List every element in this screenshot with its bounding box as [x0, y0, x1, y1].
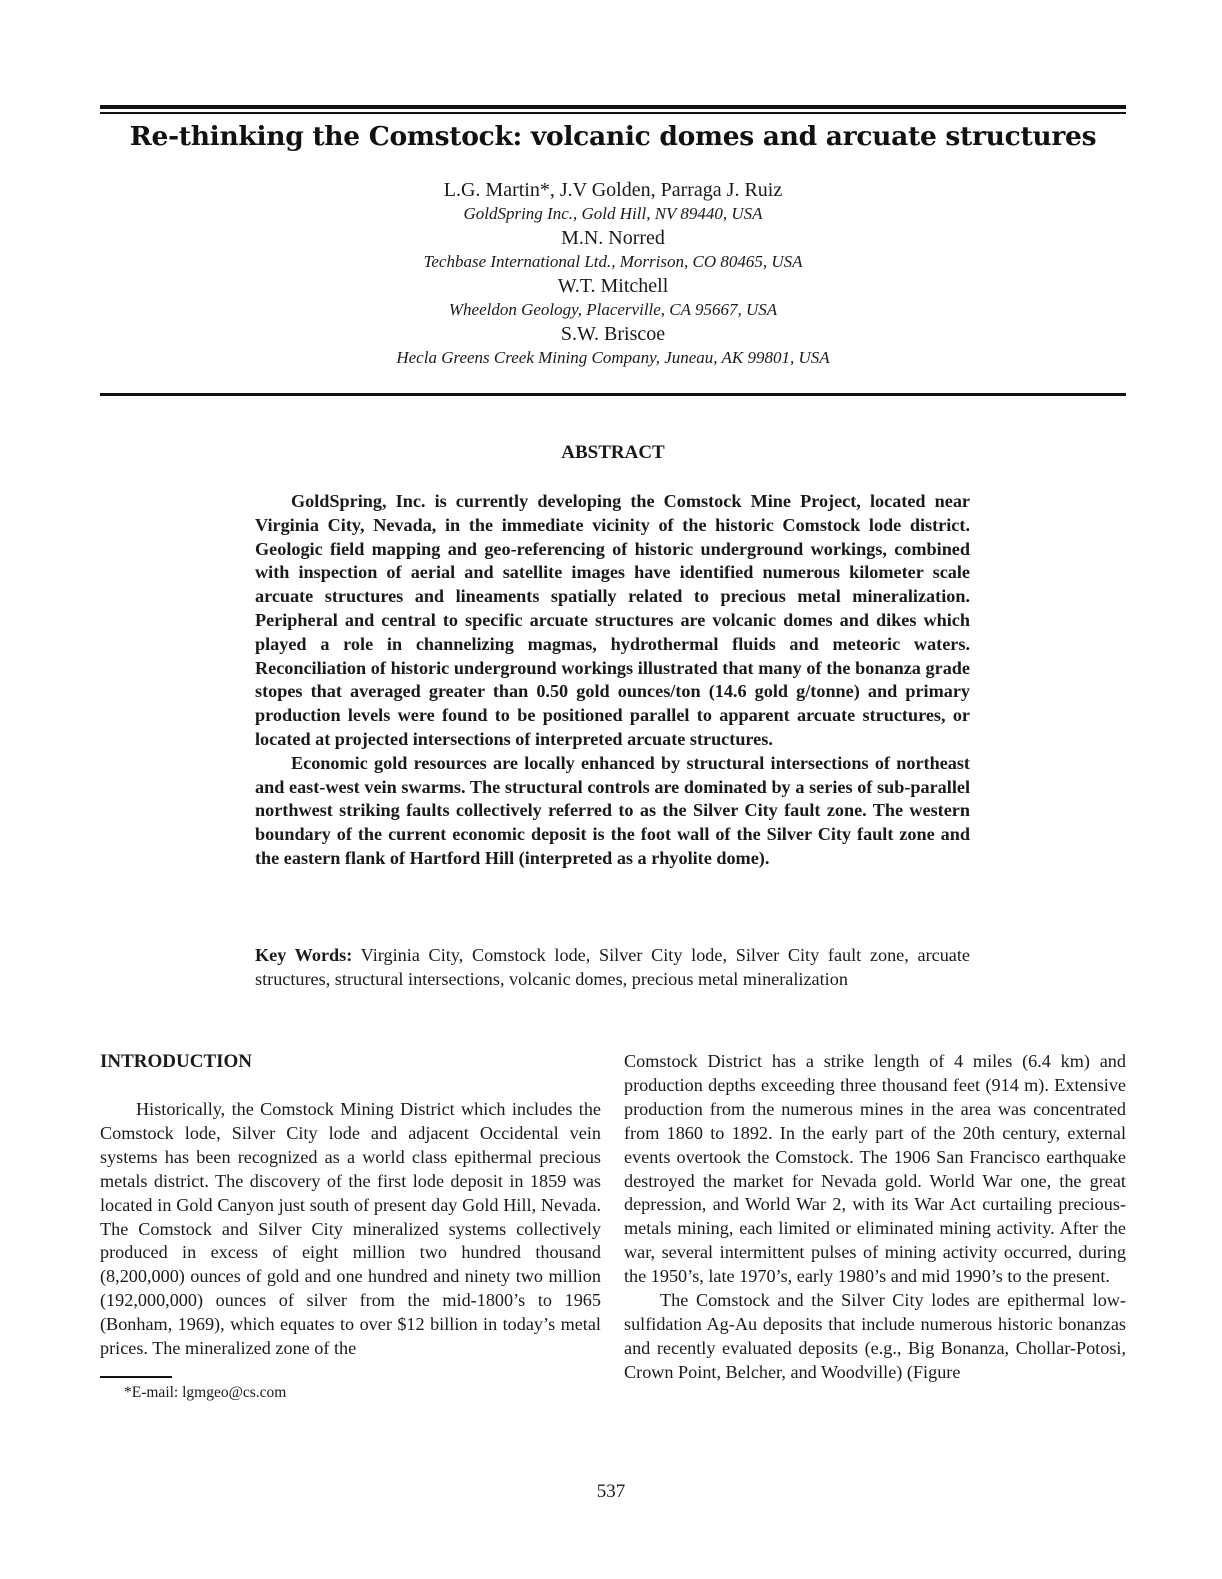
- body-paragraph: The Comstock and the Silver City lodes are epithermal low-sulfidation Ag-Au deposits that include numerous historic bonanzas and recently evaluated deposits (e.g., Big Bonanza, Chollar-Potosi, Crown Point, Belcher, and Woodville) (Figure: [624, 1290, 1126, 1382]
- footnote: *E-mail: lgmgeo@cs.com: [124, 1384, 287, 1401]
- author-names: M.N. Norred: [561, 227, 665, 249]
- paper-title: Re-thinking the Comstock: volcanic domes and arcuate structures: [129, 121, 1097, 152]
- section-divider: [100, 393, 1126, 396]
- keywords: [255, 943, 970, 991]
- author-affiliation: Techbase International Ltd., Morrison, CO 80465, USA: [423, 252, 803, 271]
- author-names: L.G. Martin*, J.V Golden, Parraga J. Ruiz: [443, 179, 783, 201]
- keywords-text: Virginia City, Comstock lode, Silver City lode, Silver City fault zone, arcuate structures, structural intersections, volcanic domes, precious metal mineralization: [255, 945, 970, 989]
- author-affiliation: Hecla Greens Creek Mining Company, Juneau, AK 99801, USA: [396, 348, 830, 367]
- page-number: 537: [596, 1481, 626, 1502]
- body-paragraph: Historically, the Comstock Mining District which includes the Comstock lode, Silver City lode and adjacent Occidental vein systems has been recognized as a world class epithermal precious metals district. The discovery of the first lode deposit in 1859 was located in Gold Canyon just south of present day Gold Hill, Nevada. The Comstock and Silver City mineralized systems collectively produced in excess of eight million two hundred thousand (8,200,000) ounces of gold and one hundred and ninety two million (192,000,000) ounces of silver from the mid-1800’s to 1965 (Bonham, 1969), which equates to over $12 billion in today’s metal prices. The mineralized zone of the: [100, 1099, 601, 1359]
- section-heading: INTRODUCTION: [100, 1051, 253, 1072]
- author-block: [100, 178, 1126, 370]
- footnote-rule: [100, 1376, 172, 1378]
- abstract-paragraph: Economic gold resources are locally enhanced by structural intersections of northeast and east-west vein swarms. The structural controls are dominated by a series of sub-parallel northwest striking faults collectively referred to as the Silver City fault zone. The western boundary of the current economic deposit is the foot wall of the Silver City fault zone and the eastern flank of Hartford Hill (interpreted as a rhyolite dome).: [255, 752, 970, 868]
- left-column: [100, 1050, 601, 1361]
- author-names: S.W. Briscoe: [560, 323, 666, 345]
- right-column: [624, 1050, 1126, 1385]
- abstract-paragraph: GoldSpring, Inc. is currently developing the Comstock Mine Project, located near Virginia City, Nevada, in the immediate vicinity of the historic Comstock lode district. Geologic field mapping and geo-referencing of historic underground workings, combined with inspection of aerial and satellite images have identified numerous kilometer scale arcuate structures and lineaments spatially related to precious metal mineralization. Peripheral and central to specific arcuate structures are volcanic domes and dikes which played a role in channelizing magmas, hydrothermal fluids and meteoric waters. Reconciliation of historic underground workings illustrated that many of the bonanza grade stopes that averaged greater than 0.50 gold ounces/ton (14.6 gold g/tonne) and primary production levels were found to be positioned parallel to apparent arcuate structures, or located at projected intersections of interpreted arcuate structures.: [255, 491, 970, 749]
- abstract-heading: ABSTRACT: [561, 442, 665, 463]
- abstract-body: [255, 490, 970, 871]
- author-affiliation: GoldSpring Inc., Gold Hill, NV 89440, USA: [463, 204, 763, 223]
- author-names: W.T. Mitchell: [557, 275, 669, 297]
- author-affiliation: Wheeldon Geology, Placerville, CA 95667, USA: [448, 300, 778, 319]
- body-paragraph: Comstock District has a strike length of 4 miles (6.4 km) and production depths exceeding three thousand feet (914 m). Extensive production from the numerous mines in the area was concentrated from 1860 to 1892. In the early part of the 20th century, external events overtook the Comstock. The 1906 San Francisco earthquake destroyed the market for Nevada gold. World War one, the great depression, and World War 2, with its War Act curtailing precious-metals mining, each limited or eliminated mining activity. After the war, several intermittent pulses of mining activity occurred, during the 1950’s, late 1970’s, early 1980’s and mid 1990’s to the present.: [624, 1051, 1126, 1287]
- header-rule-thick: [100, 105, 1126, 109]
- keywords-label: Key Words:: [255, 945, 353, 965]
- header-rule-thin: [100, 112, 1126, 114]
